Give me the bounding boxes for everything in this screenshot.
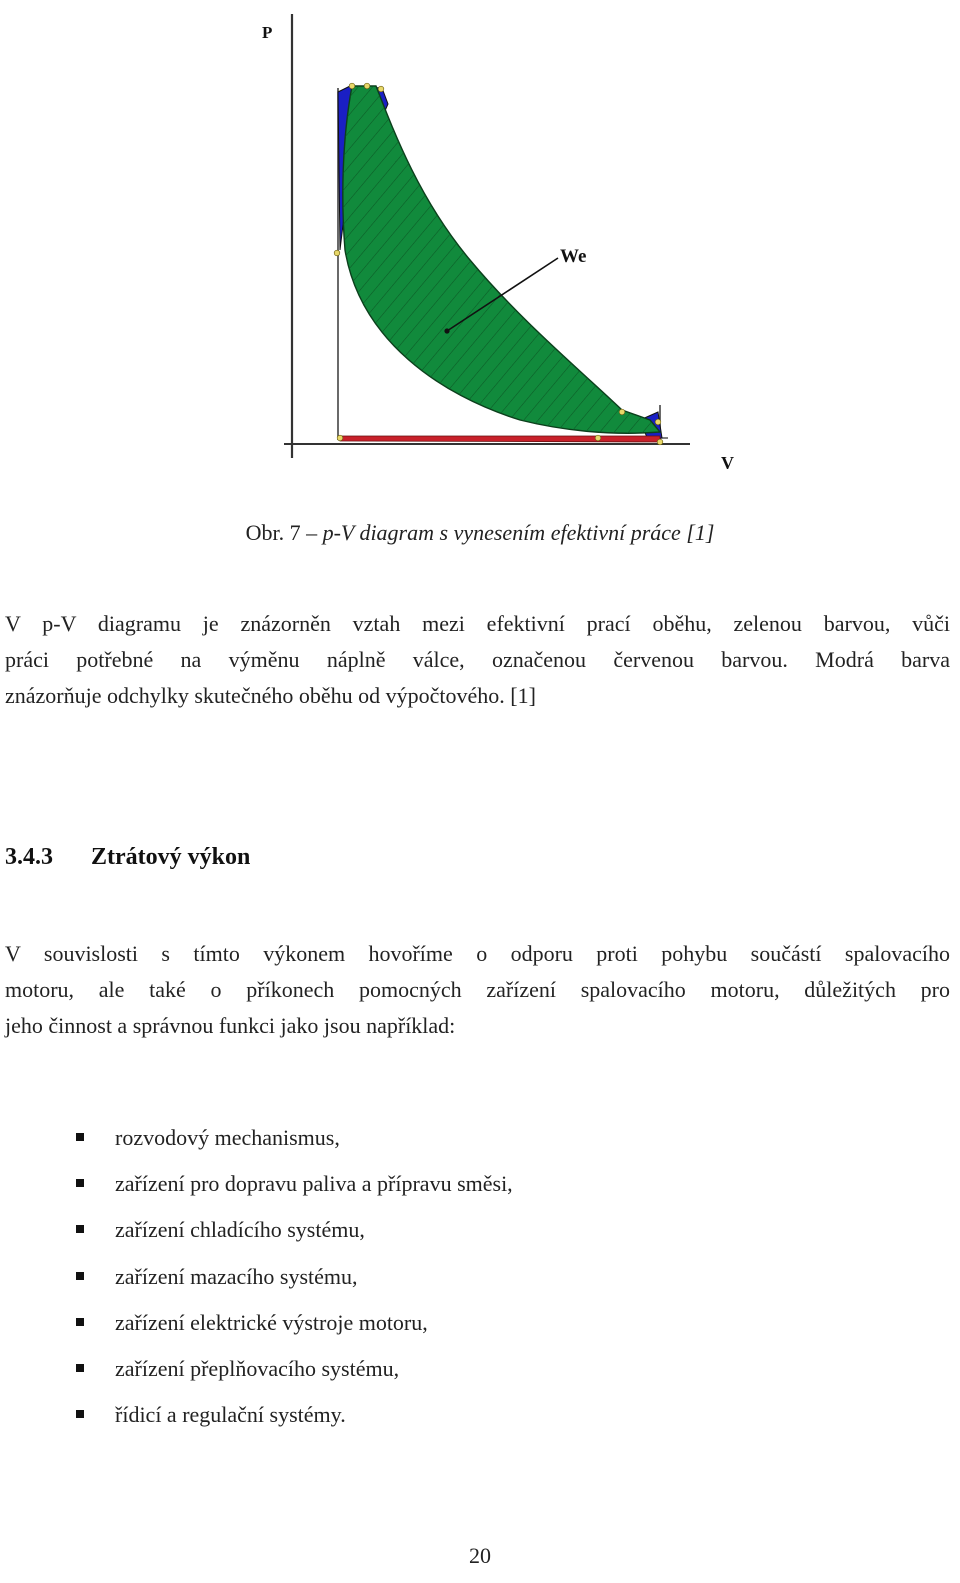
v-axis-label: V (721, 453, 734, 473)
paragraph-2-line: jeho činnost a správnou funkci jako jsou například: (5, 1013, 456, 1038)
bullet-icon (76, 1179, 84, 1187)
section-heading (5, 844, 250, 871)
list-item-text: zařízení elektrické výstroje motoru, (115, 1309, 428, 1335)
work-annotation-text: We (560, 246, 587, 267)
caption-title: p-V diagram s vynesením efektivní práce [1] (322, 520, 715, 545)
pv-diagram-figure (0, 0, 960, 500)
pv-diagram (0, 0, 960, 500)
paragraph-1-line: V p-V diagramu je znázorněn vztah mezi efektivní prací oběhu, zelenou barvou, vůči (5, 611, 950, 636)
figure-caption (0, 520, 960, 546)
exchange-work-area (340, 436, 660, 442)
auxiliary-devices-list (0, 1118, 513, 1441)
list-item-text: zařízení chladícího systému, (115, 1217, 365, 1243)
page-number: 20 (469, 1543, 491, 1568)
work-annotation-label (560, 246, 586, 267)
list-item-text: zařízení přeplňovacího systému, (115, 1355, 400, 1381)
list-item-text: zařízení mazacího systému, (115, 1263, 358, 1289)
section-number: 3.4.3 (5, 844, 53, 870)
caption-prefix: Obr. 7 – (245, 520, 318, 545)
annotation-point (444, 328, 449, 333)
bullet-icon (76, 1318, 84, 1326)
list-item-text: řídicí a regulační systémy. (115, 1402, 346, 1428)
paragraph-1-line: práci potřebné na výměnu náplně válce, označenou červenou barvou. Modrá barva (5, 647, 950, 672)
list-item-text: rozvodový mechanismus, (115, 1125, 340, 1150)
section-title: Ztrátový výkon (91, 844, 251, 870)
bullet-icon (76, 1410, 84, 1418)
effective-work-hatch (343, 86, 660, 433)
bullet-icon (76, 1133, 84, 1141)
paragraph-2-line: motoru, ale také o příkonech pomocných zařízení spalovacího motoru, důležitých pro (5, 977, 950, 1002)
paragraph-1-line: znázorňuje odchylky skutečného oběhu od výpočtového. [1] (5, 683, 536, 708)
list-item (0, 1210, 513, 1256)
list-item-text: zařízení pro dopravu paliva a přípravu směsi, (115, 1171, 513, 1197)
p-axis-label: P (262, 23, 273, 42)
paragraph-2 (5, 936, 950, 1044)
bullet-icon (76, 1272, 84, 1280)
list-item (0, 1164, 513, 1210)
paragraph-1 (5, 606, 950, 714)
list-item (0, 1349, 513, 1395)
paragraph-2-line: V souvislosti s tímto výkonem hovoříme o odporu proti pohybu součástí spalovacího (5, 941, 950, 966)
list-item (0, 1118, 513, 1164)
list-item (0, 1303, 513, 1349)
bullet-icon (76, 1364, 84, 1372)
list-item (0, 1395, 513, 1441)
list-item (0, 1257, 513, 1303)
bullet-icon (76, 1225, 84, 1233)
